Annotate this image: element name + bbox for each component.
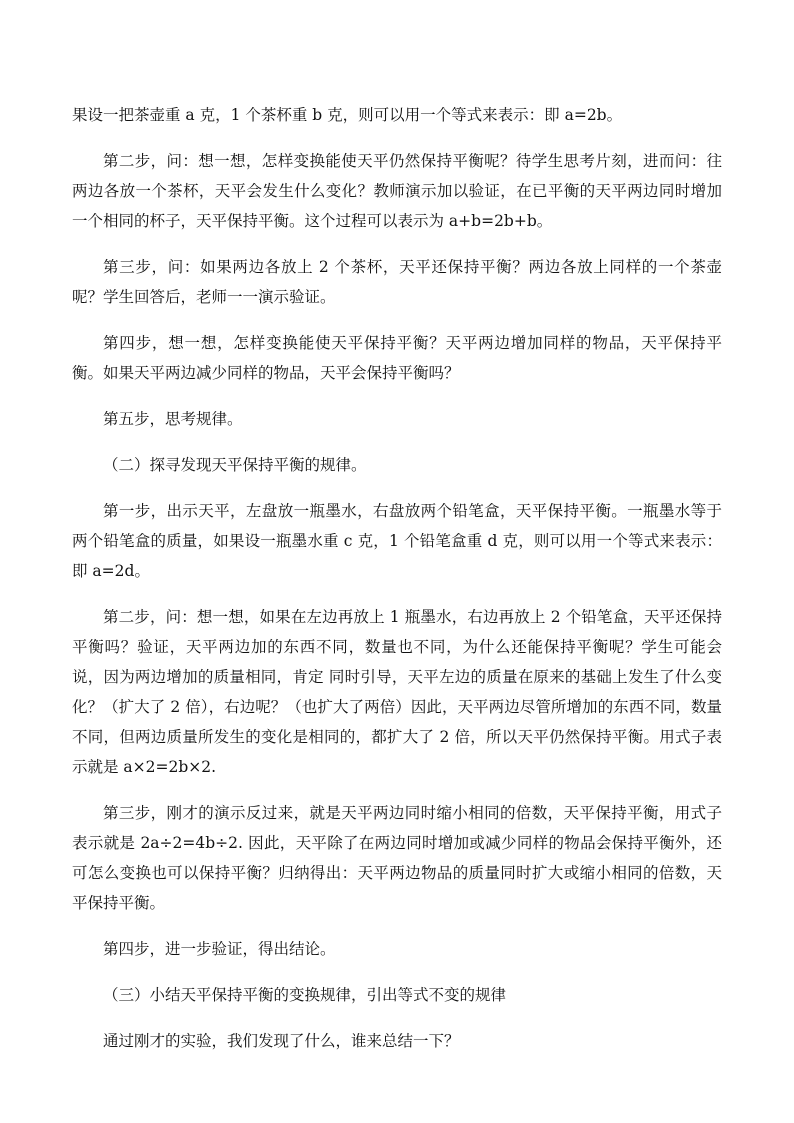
paragraph-1: 果设一把茶壶重 a 克，1 个茶杯重 b 克，则可以用一个等式来表示：即 a=2b。 — [72, 106, 623, 124]
paragraph-2: 第二步，问：想一想，怎样变换能使天平仍然保持平衡呢？待学生思考片刻，进而问：往两边各放一个茶杯，天平会发生什么变化？教师演示加以验证，在已平衡的天平两边同时增加一个相同的杯子，天平保持平衡。这个过程可以表示为 a+b=2b+b。 — [72, 152, 722, 230]
paragraph-12: 通过刚才的实验，我们发现了什么，谁来总结一下？ — [103, 1032, 460, 1050]
paragraph-3: 第三步，问：如果两边各放上 2 个茶杯，天平还保持平衡？两边各放上同样的一个茶壶呢？学生回答后，老师一一演示验证。 — [72, 258, 722, 306]
paragraph-5: 第五步，思考规律。 — [103, 410, 243, 428]
section-heading-2: （二）探寻发现天平保持平衡的规律。 — [103, 456, 367, 474]
paragraph-10: 第四步，进一步验证，得出结论。 — [103, 940, 336, 958]
paragraph-4: 第四步，想一想，怎样变换能使天平保持平衡？天平两边增加同样的物品，天平保持平衡。如果天平两边减少同样的物品，天平会保持平衡吗？ — [72, 334, 722, 382]
document-page — [72, 100, 722, 1072]
paragraph-9: 第三步，刚才的演示反过来，就是天平两边同时缩小相同的倍数，天平保持平衡，用式子表示就是 2a÷2=4b÷2. 因此，天平除了在两边同时增加或减少同样的物品会保持平衡外，还可怎么变换也可以保持平衡？归纳得出：天平两边物品的质量同时扩大或缩小相同的倍数，天平保持平衡。 — [72, 804, 722, 912]
section-heading-3: （三）小结天平保持平衡的变换规律，引出等式不变的规律 — [103, 986, 507, 1004]
paragraph-8: 第二步，问：想一想，如果在左边再放上 1 瓶墨水，右边再放上 2 个铅笔盒，天平还保持平衡吗？验证，天平两边加的东西不同，数量也不同，为什么还能保持平衡呢？学生可能会说，因为两边增加的质量相同，肯定 同时引导，天平左边的质量在原来的基础上发生了什么变化？（扩大了 2 倍），右边呢？（也扩大了两倍）因此，天平两边尽管所增加的东西不同，数量不同，但两边质量所发生的变化是相同的，都扩大了 2 倍，所以天平仍然保持平衡。用式子表示就是 a×2=2b×2. — [72, 608, 722, 776]
paragraph-7: 第一步，出示天平，左盘放一瓶墨水，右盘放两个铅笔盒，天平保持平衡。一瓶墨水等于两个铅笔盒的质量，如果设一瓶墨水重 c 克，1 个铅笔盒重 d 克，则可以用一个等式来表示：即 a=2d。 — [72, 502, 722, 580]
